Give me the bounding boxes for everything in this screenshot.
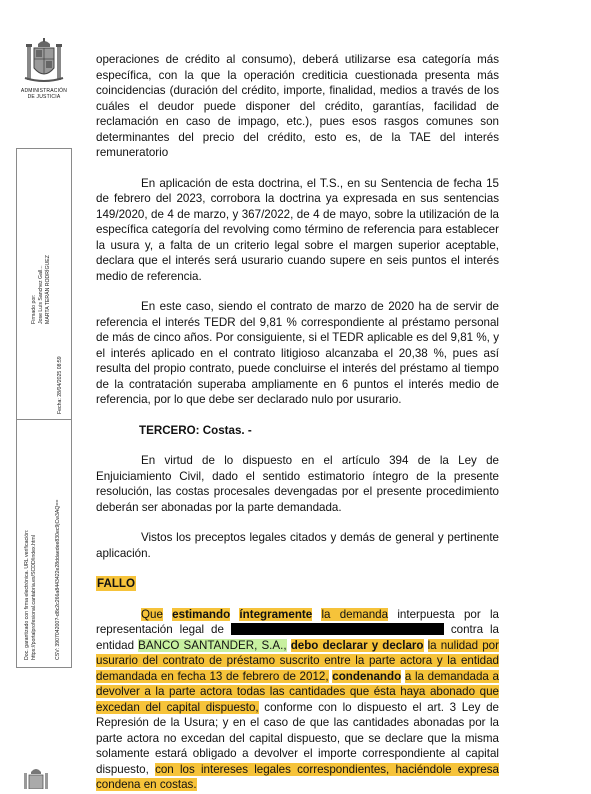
- fallo-estimando: estimando: [172, 607, 231, 621]
- coat-of-arms-logo: [16, 38, 72, 100]
- organization-name: ADMINISTRACIÓN DE JUSTICIA: [20, 88, 68, 100]
- fallo-bank: BANCO SANTANDER, S.A.,: [138, 638, 287, 652]
- signer-name-2: MARTA TERÁN RODRÍGUEZ: [45, 255, 51, 324]
- fallo-debo: debo declarar y declaro: [290, 638, 424, 652]
- csv-code: CSV: 390704200?-d8c2c266a8443422e28ddaedee830ec9jCw3AQ==: [55, 499, 61, 660]
- coat-of-arms-bottom: [22, 766, 50, 794]
- document-body: [96, 52, 499, 793]
- fallo-intereses: con los intereses legales correspondientes, haciéndole expresa condena en costas.: [96, 762, 499, 791]
- fallo-la-demanda: la demanda: [321, 607, 389, 621]
- coat-of-arms-small-icon: [22, 766, 50, 789]
- fallo-devolver: a la demandada a devolver a la parte actora todas las cantidades que ésta haya abonado que excedan del capital dispuesto,: [96, 669, 499, 714]
- fallo-heading: FALLO: [97, 577, 135, 590]
- verification-text: Doc. garantizado con firma electrónica. URL verificación:: [24, 529, 30, 660]
- fallo-integramente: íntegramente: [239, 607, 313, 621]
- paragraph-doctrine: operaciones de crédito al consumo), deberá utilizarse esa categoría más específica, con la que la operación crediticia cuestionada presenta más coincidencias (duración del crédito, importe, finalidad, medios a través de los cuáles el deudor puede disponer del crédito, garantías, facilidad de reclamación en caso de impago, etc.), pues esos rasgos comunes son determinantes del precio del crédito, esto es, de la TAE del interés remuneratorio: [96, 53, 499, 159]
- fallo-que: Que: [141, 607, 163, 621]
- fallo-condenando: condenando: [332, 669, 402, 683]
- paragraph-case: En este caso, siendo el contrato de marzo de 2020 ha de servir de referencia el interés TEDR del 9,81 % correspondiente al préstamo personal de más de cinco años. Por consiguiente, si el TEDR aplicable es del 9,81 %, y el interés aplicado en el contrato litigioso alcanzaba el 20,38 %, pues así resulta del propio contrato, puede concluirse el interés del préstamo al tiempo de la contratación superaba ampliamente en 6 puntos el interés medio de referencia, por lo que debe ser declarado nulo por usurario.: [96, 300, 499, 406]
- paragraph-fallo: [96, 607, 499, 793]
- fallo-contra: contra la entidad: [96, 623, 500, 652]
- fallo-heading-wrap: [96, 576, 499, 592]
- verification-url: https://portalprofesional.cantabria.es/SCDD/index.html: [31, 535, 37, 660]
- signer-name-1: Jose Luis Sanchez Gall...: [38, 265, 44, 324]
- signature-label: Firmado por:: [31, 294, 37, 324]
- fallo-interpuesta: interpuesta por la representación legal de: [96, 607, 499, 636]
- paragraph-costas: En virtud de lo dispuesto en el artículo 394 de la Ley de Enjuiciamiento Civil, dado el sentido estimatorio íntegro de la presente resolución, las costas procesales devengadas por el presente procedimiento deberán ser abonadas por la parte demandada.: [96, 454, 499, 514]
- paragraph-vistos: Vistos los preceptos legales citados y demás de general y pertinente aplicación.: [96, 531, 499, 560]
- heading-tercero: TERCERO: Costas. -: [139, 423, 252, 437]
- paragraph-ts-ruling: En aplicación de esta doctrina, el T.S., en su Sentencia de fecha 15 de febrero del 2023, corrobora la doctrina ya expresada en sus sentencias 149/2020, de 4 de marzo, y 367/2022, de 4 de mayo, sobre la utilización de la específica categoría del revolving como término de referencia para establecer la usura y, a falta de un criterio legal sobre el margen superior aceptable, declara que el interés será usurario cuando supere en seis puntos el interés medio de referencia.: [96, 176, 499, 283]
- verification-box: [16, 420, 72, 668]
- signature-box: [16, 148, 72, 420]
- fallo-conforme: conforme con lo dispuesto el art. 3 Ley de Represión de la Usura; y en el caso de que las cantidades abonadas por la parte actora no excedan del capital dispuesto, que se declare que la misma solamente estará obligado a devolver el importe correspondiente al capital dispuesto,: [96, 700, 499, 776]
- redacted-name: [231, 623, 444, 635]
- signature-date: Fecha: 28/04/2025 08:59: [57, 356, 63, 414]
- coat-of-arms-icon: [24, 38, 64, 86]
- fallo-nulidad: la nulidad por usurario del contrato de préstamo suscrito entre la parte actora y la entidad demandada en fecha 13 de febrero de 2012,: [96, 638, 499, 683]
